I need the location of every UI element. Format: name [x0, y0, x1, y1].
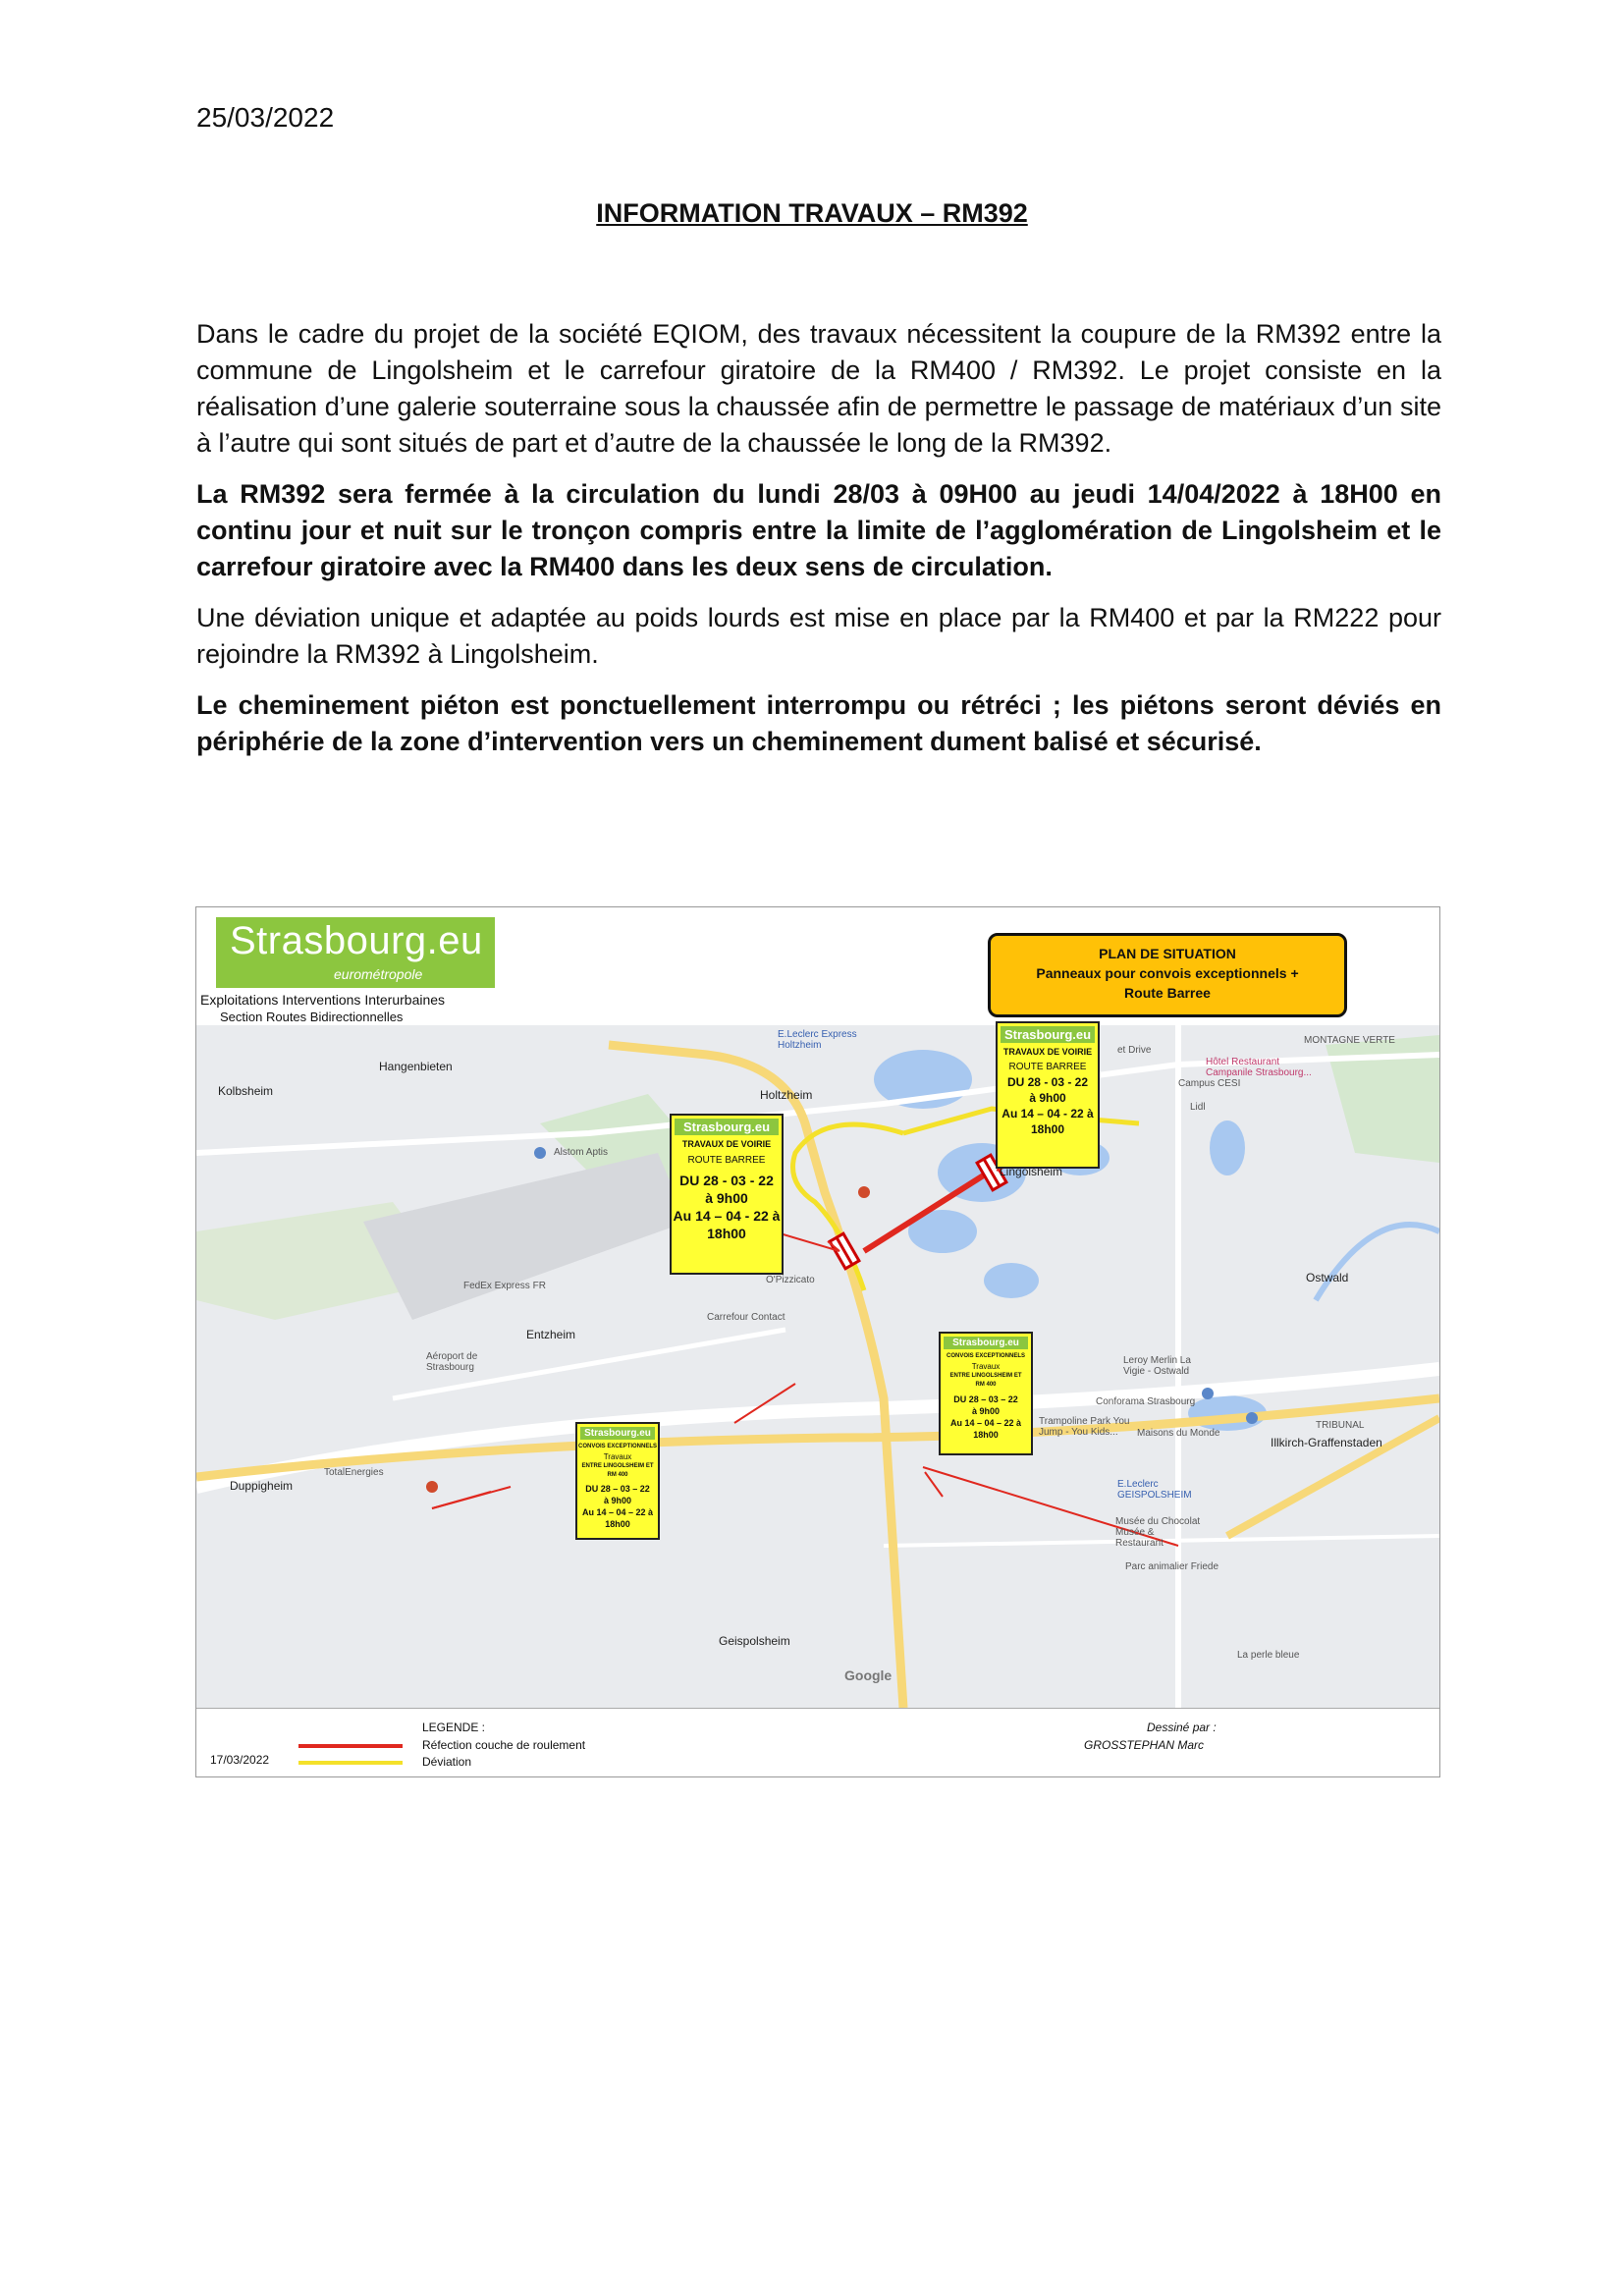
org-line-1: Exploitations Interventions Interurbaines — [200, 992, 446, 1008]
sign-line-1: TRAVAUX DE VOIRIE — [681, 1139, 772, 1149]
sign-date-4: 18h00 — [973, 1430, 999, 1440]
logo-subtext: eurométropole — [334, 966, 423, 982]
sign-line-3: RM 400 — [975, 1382, 997, 1388]
plan-line-3: Route Barree — [1124, 985, 1211, 1001]
place-pizzicato: O'Pizzicato — [766, 1275, 815, 1285]
sign-date-2: à 9h00 — [971, 1406, 1001, 1416]
sign-convoi-east — [939, 1332, 1033, 1455]
sign-line-2: ROUTE BARREE — [1008, 1062, 1087, 1072]
place-conforama: Conforama Strasbourg — [1096, 1396, 1196, 1407]
sign-date-4: 18h00 — [707, 1226, 746, 1241]
legend-red-label: Réfection couche de roulement — [422, 1738, 586, 1752]
place-fedex: FedEx Express FR — [463, 1281, 546, 1291]
strasbourg-logo — [216, 917, 495, 988]
logo-text: Strasbourg.eu — [230, 919, 483, 962]
place-illkirch: Illkirch-Graffenstaden — [1271, 1436, 1382, 1449]
place-ostwald: Ostwald — [1306, 1271, 1349, 1284]
place-hotel-campanile: Hôtel Restaurant Campanile Strasbourg... — [1206, 1057, 1312, 1078]
sign-line-1: TRAVAUX DE VOIRIE — [1002, 1047, 1093, 1057]
map-background — [196, 907, 1439, 1708]
document-body — [196, 316, 1441, 775]
place-aeroport: Aéroport de Strasbourg — [426, 1351, 478, 1373]
place-trampoline: Trampoline Park You Jump - You Kids... — [1039, 1416, 1130, 1438]
sign-header: Strasbourg.eu — [944, 1337, 1028, 1349]
sign-convoi-west — [575, 1422, 660, 1540]
sign-date-2: à 9h00 — [603, 1496, 632, 1505]
sign-date-3: Au 14 – 04 - 22 à — [673, 1208, 781, 1224]
place-geispolsheim: Geispolsheim — [719, 1634, 790, 1648]
place-perle-bleue: La perle bleue — [1237, 1650, 1300, 1661]
place-lingolsheim: Lingolsheim — [1000, 1165, 1063, 1178]
place-leroy-merlin: Leroy Merlin La Vigie - Ostwald — [1123, 1355, 1191, 1377]
sign-line-1: Travaux — [971, 1362, 1001, 1371]
place-hangenbieten: Hangenbieten — [379, 1060, 453, 1073]
legend-red-line — [298, 1744, 403, 1748]
paragraph-pedestrian: Le cheminement piéton est ponctuellement interrompu ou rétréci ; les piétons seront déviés en périphérie de la zone d’intervention vers un cheminement dument balisé et sécurisé. — [196, 690, 1441, 756]
org-line-2: Section Routes Bidirectionnelles — [220, 1010, 404, 1024]
sign-route-barree-east — [996, 1021, 1100, 1169]
map-date: 17/03/2022 — [210, 1753, 270, 1767]
place-leclerc-express: E.Leclerc Express Holtzheim — [778, 1029, 857, 1051]
legend-title: LEGENDE : — [422, 1721, 486, 1734]
sign-date-1: DU 28 - 03 - 22 — [1006, 1075, 1089, 1089]
place-duppigheim: Duppigheim — [230, 1479, 294, 1493]
drawn-by-label: Dessiné par : — [1147, 1721, 1217, 1734]
place-totalenergies: TotalEnergies — [324, 1467, 384, 1478]
place-musee-chocolat: Musée du Chocolat Musée & Restaurant — [1115, 1516, 1201, 1549]
plan-situation-box — [988, 933, 1347, 1017]
plan-line-1: PLAN DE SITUATION — [1099, 946, 1236, 961]
place-alstom: Alstom Aptis — [554, 1147, 609, 1158]
sign-route-barree-west — [670, 1114, 784, 1275]
sign-date-2: à 9h00 — [1029, 1091, 1066, 1105]
sign-date-4: 18h00 — [605, 1519, 630, 1529]
sign-line-0: CONVOIS EXCEPTIONNELS — [577, 1444, 657, 1449]
place-parc-animalier: Parc animalier Friede — [1125, 1561, 1219, 1572]
drawn-by-name: GROSSTEPHAN Marc — [1084, 1738, 1205, 1752]
sign-line-2: ENTRE LINGOLSHEIM ET — [581, 1463, 654, 1469]
sign-date-3: Au 14 – 04 – 22 à — [949, 1418, 1022, 1428]
sign-date-3: Au 14 – 04 – 22 à — [581, 1507, 654, 1517]
place-entzheim: Entzheim — [526, 1328, 576, 1341]
google-watermark: Google — [844, 1667, 893, 1683]
sign-header: Strasbourg.eu — [580, 1427, 655, 1440]
sign-line-2: ROUTE BARREE — [687, 1155, 766, 1166]
legend-yellow-label: Déviation — [422, 1755, 472, 1769]
place-campus-cesi: Campus CESI — [1178, 1078, 1241, 1089]
paragraph-closure: La RM392 sera fermée à la circulation du lundi 28/03 à 09H00 au jeudi 14/04/2022 à 18H00 en continu jour et nuit sur le tronçon compris entre la limite de l’agglomération de Lingolsheim et le carrefour giratoire avec la RM400 dans les deux sens de circulation. — [196, 479, 1441, 581]
sign-date-4: 18h00 — [1030, 1122, 1065, 1136]
place-drive: et Drive — [1117, 1045, 1152, 1056]
sign-date-1: DU 28 – 03 – 22 — [585, 1484, 650, 1494]
place-holtzheim: Holtzheim — [760, 1088, 813, 1102]
sign-line-3: RM 400 — [607, 1472, 628, 1478]
place-leclerc-geispolsheim: E.Leclerc GEISPOLSHEIM — [1117, 1479, 1192, 1501]
sign-date-1: DU 28 – 03 – 22 — [953, 1394, 1018, 1404]
sign-line-1: Travaux — [603, 1452, 632, 1461]
sign-line-0: CONVOIS EXCEPTIONNELS — [946, 1353, 1025, 1359]
sign-date-3: Au 14 – 04 - 22 à — [1001, 1107, 1094, 1120]
situation-map — [195, 906, 1440, 1777]
place-lidl: Lidl — [1190, 1102, 1206, 1113]
place-kolbsheim: Kolbsheim — [218, 1084, 274, 1098]
sign-date-1: DU 28 - 03 - 22 — [679, 1173, 774, 1188]
legend-yellow-line — [298, 1761, 403, 1765]
plan-line-2: Panneaux pour convois exceptionnels + — [1036, 965, 1299, 981]
paragraph-deviation: Une déviation unique et adaptée au poids lourds est mise en place par la RM400 et par la RM222 pour rejoindre la RM392 à Lingolsheim. — [196, 603, 1441, 669]
sign-line-2: ENTRE LINGOLSHEIM ET — [949, 1373, 1022, 1379]
sign-date-2: à 9h00 — [705, 1190, 748, 1206]
place-maisons-du-monde: Maisons du Monde — [1137, 1428, 1220, 1439]
paragraph-context: Dans le cadre du projet de la société EQIOM, des travaux nécessitent la coupure de la RM392 entre la commune de Lingolsheim et le carrefour giratoire de la RM400 / RM392. Le projet consiste en la réalisation d’une galerie souterraine sous la chaussée afin de permettre le passage de matériaux d’un site à l’autre qui sont situés de part et d’autre de la chaussée le long de la RM392. — [196, 319, 1441, 458]
map-legend — [196, 1708, 1439, 1777]
sign-header: Strasbourg.eu — [1001, 1026, 1095, 1043]
document-date: 25/03/2022 — [196, 102, 335, 133]
sign-header: Strasbourg.eu — [675, 1119, 779, 1135]
document-title: INFORMATION TRAVAUX – RM392 — [596, 198, 1028, 228]
place-montagne-verte: MONTAGNE VERTE — [1304, 1035, 1395, 1046]
place-tribunal: TRIBUNAL — [1316, 1420, 1365, 1431]
place-carrefour: Carrefour Contact — [707, 1312, 785, 1323]
